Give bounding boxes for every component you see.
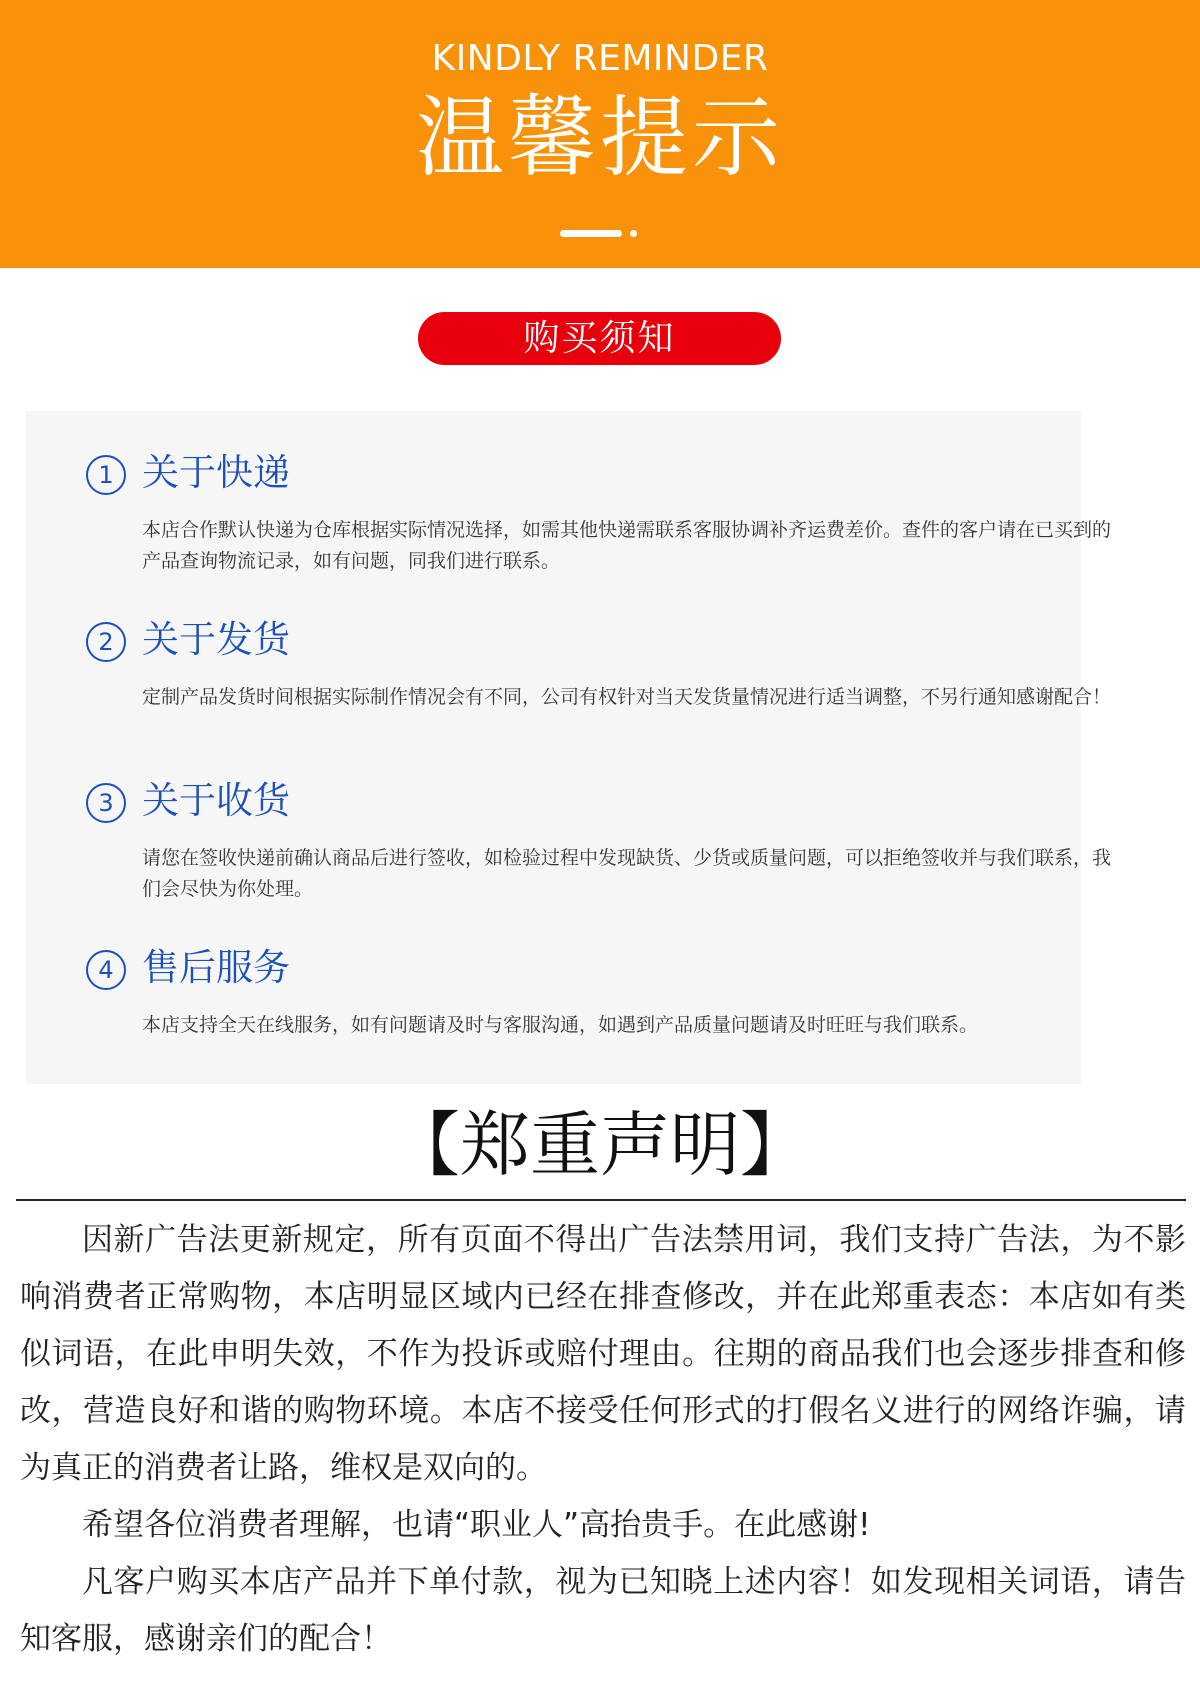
purchase-notice-label: 购买须知 — [418, 312, 781, 365]
section-title: 关于收货 — [142, 779, 290, 822]
section-number-badge: 1 — [86, 455, 126, 495]
declaration-divider — [16, 1199, 1186, 1201]
banner-subtitle: KINDLY REMINDER — [431, 38, 769, 79]
section-number-badge: 3 — [86, 783, 126, 823]
section-title: 售后服务 — [142, 946, 290, 989]
section-shipping — [86, 451, 1112, 577]
section-number-badge: 4 — [86, 950, 126, 990]
banner-dash-decoration — [560, 230, 622, 237]
banner-title: 温馨提示 — [415, 86, 784, 189]
banner-dot-decoration — [630, 230, 637, 237]
notice-panel — [26, 411, 1112, 1084]
section-after-sales — [86, 946, 1046, 1041]
section-body: 定制产品发货时间根据实际制作情况会有不同，公司有权针对当天发货量情况进行适当调整，不另行通知感谢配合！ — [142, 686, 1112, 708]
declaration-body — [20, 1212, 1186, 1668]
section-body: 本店支持全天在线服务，如有问题请及时与客服沟通，如遇到产品质量问题请及时旺旺与我们联系。 — [142, 1014, 979, 1036]
declaration-title: 【郑重声明】 — [390, 1104, 810, 1186]
section-body: 本店合作默认快递为仓库根据实际情况选择，如需其他快递需联系客服协调补齐运费差价。查件的客户请在已买到的产品查询物流记录，如有问题，同我们进行联系。 — [142, 519, 1112, 572]
section-body: 请您在签收快递前确认商品后进行签收，如检验过程中发现缺货、少货或质量问题，可以拒绝签收并与我们联系，我们会尽快为你处理。 — [142, 847, 1112, 900]
declaration-paragraph: 凡客户购买本店产品并下单付款，视为已知晓上述内容！如发现相关词语，请告知客服，感谢亲们的配合！ — [20, 1564, 1186, 1657]
section-number-badge: 2 — [86, 622, 126, 662]
declaration-paragraph: 因新广告法更新规定，所有页面不得出广告法禁用词，我们支持广告法，为不影响消费者正常购物，本店明显区域内已经在排查修改，并在此郑重表态：本店如有类似词语，在此申明失效，不作为投诉或赔付理由。往期的商品我们也会逐步排查和修改，营造良好和谐的购物环境。本店不接受任何形式的打假名义进行的网络诈骗，请为真正的消费者让路，维权是双向的。 — [20, 1222, 1186, 1486]
section-receiving — [86, 779, 1112, 905]
section-title: 关于快递 — [142, 451, 290, 494]
section-title: 关于发货 — [142, 618, 290, 661]
declaration-paragraph: 希望各位消费者理解，也请“职业人”高抬贵手。在此感谢! — [82, 1507, 871, 1543]
section-delivery — [86, 618, 1112, 713]
header-banner — [0, 0, 1200, 268]
